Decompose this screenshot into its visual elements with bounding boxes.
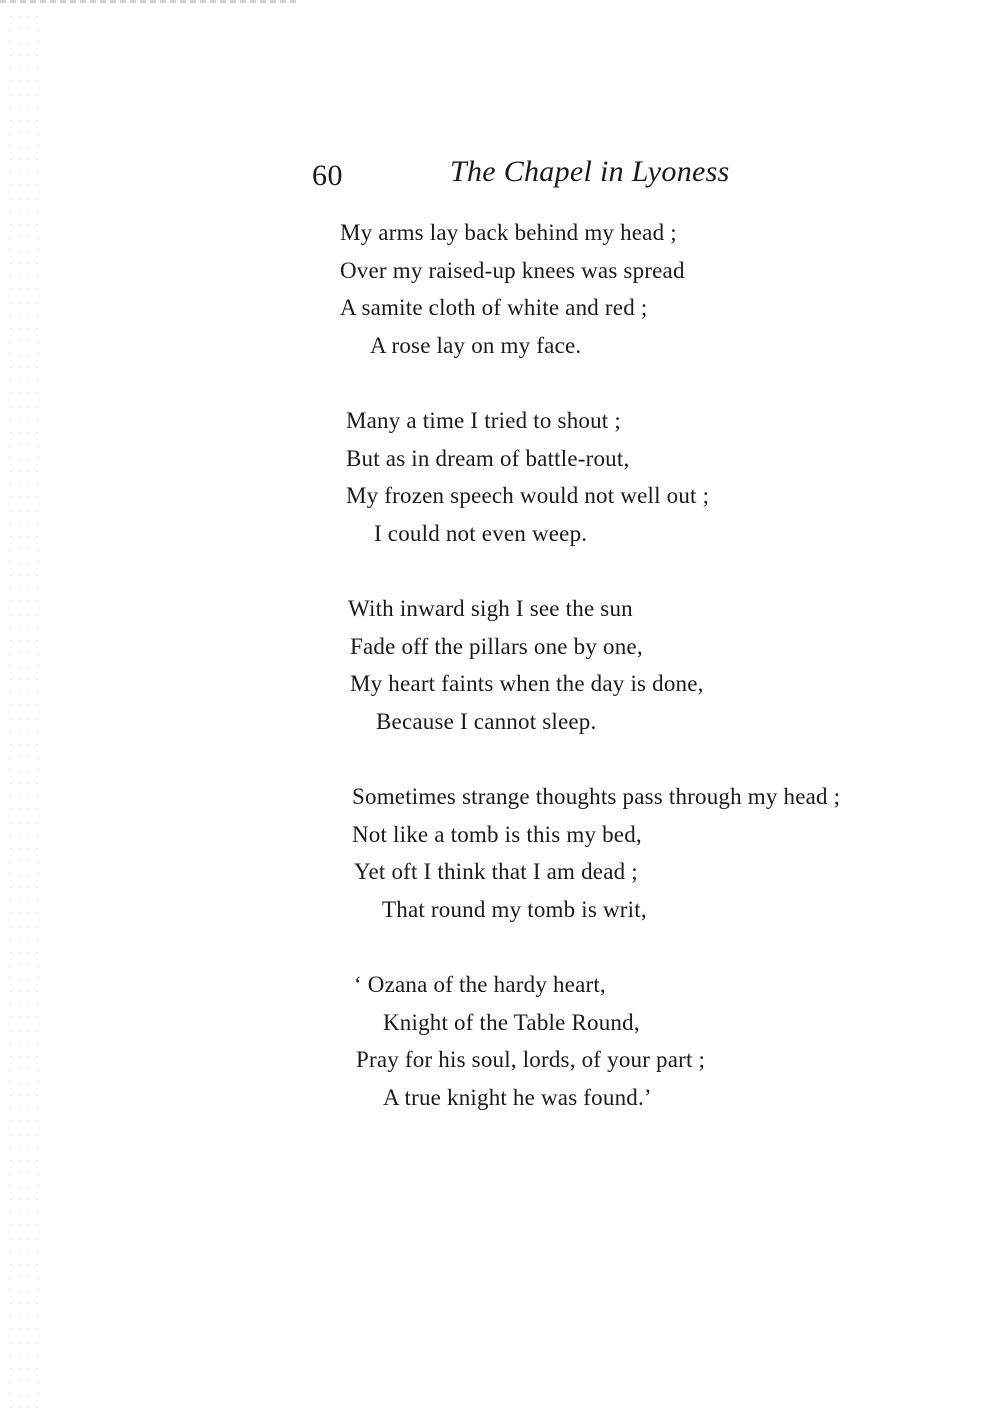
scan-edge-mark <box>0 0 300 3</box>
poem-line-indented: I could not even weep. <box>374 520 588 546</box>
poem-line: But as in dream of battle-rout, <box>346 445 630 471</box>
stanza-2 <box>340 402 900 552</box>
running-title: The Chapel in Lyoness <box>450 155 730 188</box>
poem-line-indented: A true knight he was found.’ <box>383 1084 652 1110</box>
poem-line: A samite cloth of white and red ; <box>340 295 648 320</box>
poem-line-indented: A rose lay on my face. <box>370 332 582 358</box>
scan-gutter-noise <box>6 10 46 1410</box>
page-header <box>312 155 742 195</box>
poem-line: My frozen speech would not well out ; <box>346 483 710 508</box>
poem-line: Sometimes strange thoughts pass through my head ; <box>352 784 841 809</box>
poem-line: Not like a tomb is this my bed, <box>352 821 642 847</box>
poem-line: Many a time I tried to shout ; <box>346 408 621 433</box>
page-number: 60 <box>312 159 343 192</box>
stanza-1 <box>340 214 900 364</box>
poem <box>340 214 900 1154</box>
poem-line-indented: That round my tomb is writ, <box>382 896 647 922</box>
stanza-4 <box>340 778 900 928</box>
poem-line: My heart faints when the day is done, <box>350 671 704 696</box>
poem-line: Over my raised-up knees was spread <box>340 257 685 283</box>
poem-line: With inward sigh I see the sun <box>348 596 633 621</box>
poem-line: Pray for his soul, lords, of your part ; <box>356 1047 706 1072</box>
poem-line: My arms lay back behind my head ; <box>340 220 677 245</box>
poem-line: ‘ Ozana of the hardy heart, <box>354 972 606 997</box>
poem-line: Yet oft I think that I am dead ; <box>354 859 638 884</box>
stanza-3 <box>340 590 900 740</box>
stanza-5 <box>340 966 900 1116</box>
poem-line: Fade off the pillars one by one, <box>350 633 643 659</box>
poem-line-indented: Because I cannot sleep. <box>376 708 597 734</box>
poem-line-indented: Knight of the Table Round, <box>383 1009 640 1035</box>
